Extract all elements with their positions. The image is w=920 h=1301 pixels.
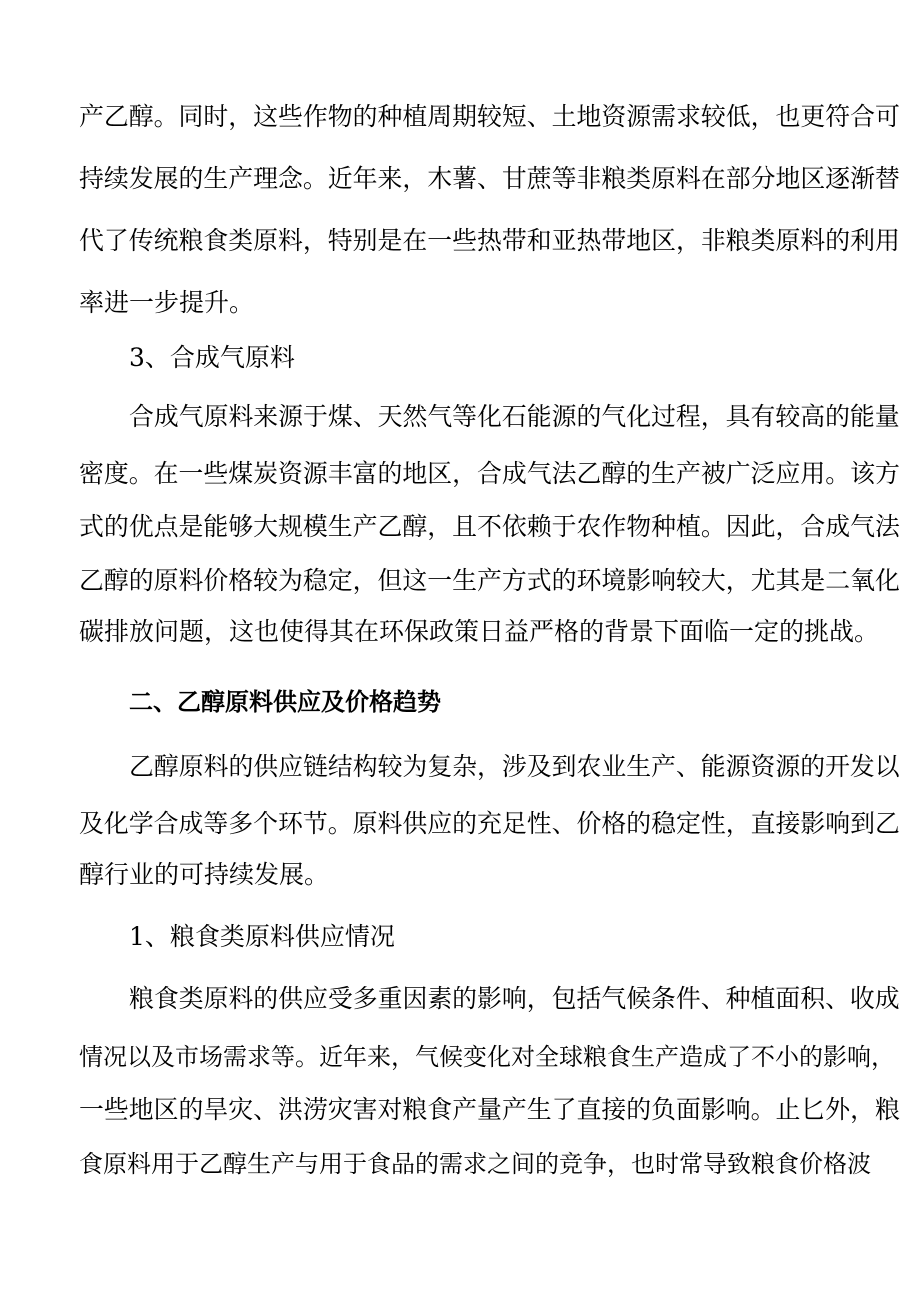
text-line: 密度。在一些煤炭资源丰富的地区，合成气法乙醇的生产被广泛应用。该方 — [79, 459, 900, 488]
text-line: 合成气原料来源于煤、天然气等化石能源的气化过程，具有较高的能量 — [129, 402, 900, 431]
text-line: 乙醇的原料价格较为稳定，但这一生产方式的环境影响较大，尤其是二氧化 — [79, 566, 900, 595]
text-line: 代了传统粮食类原料，特别是在一些热带和亚热带地区，非粮类原料的利用 — [79, 226, 900, 255]
section-heading-text: 二、乙醇原料供应及价格趋势 — [129, 688, 441, 716]
text-line: 情况以及市场需求等。近年来，气候变化对全球粮食生产造成了不小的影响， — [79, 1043, 895, 1071]
text-line: 粮食类原料的供应受多重因素的影响，包括气候条件、种植面积、收成 — [129, 984, 900, 1013]
text-line: 醇行业的可持续发展。 — [79, 860, 330, 889]
text-line: 乙醇原料的供应链结构较为复杂，涉及到农业生产、能源资源的开发以 — [129, 752, 900, 781]
text-line: 产乙醇。同时，这些作物的种植周期较短、土地资源需求较低，也更符合可 — [79, 102, 900, 131]
text-line: 式的优点是能够大规模生产乙醇，且不依赖于农作物种植。因此，合成气法 — [79, 512, 900, 541]
subheading-text: 3、合成气原料 — [129, 343, 295, 372]
text-line: 率进一步提升。 — [79, 288, 255, 317]
text-line: 一些地区的旱灾、洪涝灾害对粮食产量产生了直接的负面影响。止匕外，粮 — [79, 1095, 900, 1124]
text-line: 碳排放问题，这也使得其在环保政策日益严格的背景下面临一定的挑战。 — [79, 617, 880, 646]
text-line: 及化学合成等多个环节。原料供应的充足性、价格的稳定性，直接影响到乙 — [79, 809, 900, 838]
subheading-text: 1、粮食类原料供应情况 — [129, 922, 395, 951]
text-line: 持续发展的生产理念。近年来，木薯、甘蔗等非粮类原料在部分地区逐渐替 — [79, 164, 900, 193]
text-line: 食原料用于乙醇生产与用于食品的需求之间的竞争，也时常导致粮食价格波 — [79, 1150, 871, 1178]
